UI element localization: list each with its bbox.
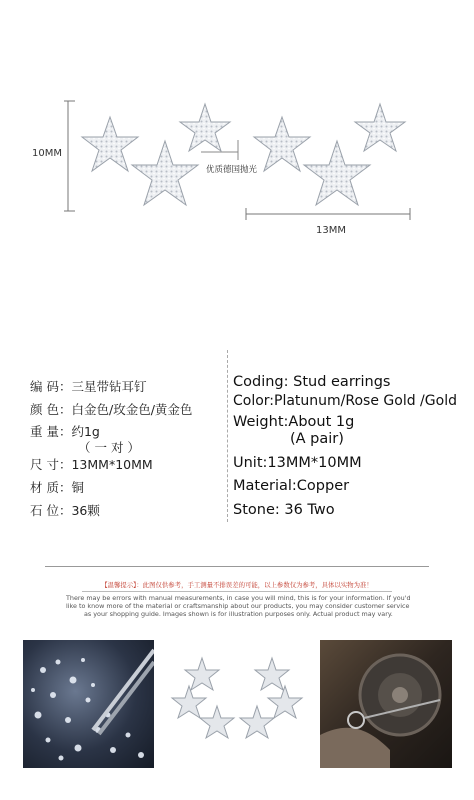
photo-diamonds-tweezers: [23, 640, 154, 768]
spec-row: [78, 438, 140, 456]
polish-label: 优质德国抛光: [206, 165, 258, 175]
disclaimer-en-3: as your shopping guide. Images shown is for illustration purposes only. Actual product may vary.: [84, 610, 393, 618]
photo-earrings: [162, 648, 312, 758]
spec-row: [30, 400, 192, 418]
height-dimension-label: 10MM: [32, 148, 62, 159]
spec-label: 编 码：: [30, 379, 72, 394]
star-shape: [185, 658, 219, 690]
star-shape: [268, 686, 302, 718]
star-shape: [200, 706, 234, 738]
star-shape: [132, 141, 198, 205]
star-shape: [255, 658, 289, 690]
spec-label: 材 质：: [30, 480, 72, 495]
disclaimer-en-2: like to know more of the material or craftsmanship about our products, you may consider customer service: [66, 602, 410, 610]
star-shape: [82, 117, 138, 171]
spec-label: 尺 寸：: [30, 457, 72, 472]
width-dimension-label: 13MM: [316, 225, 346, 236]
spec-value: 13MM*10MM: [71, 457, 153, 472]
spec-row: [30, 478, 84, 496]
star-shape: [304, 141, 370, 205]
earring-dimension-illustration: [0, 0, 474, 260]
spec-en-coding: Coding: Stud earrings: [233, 374, 391, 390]
star-shape: [355, 104, 405, 151]
star-shape: [254, 117, 310, 171]
star-shape: [172, 686, 206, 718]
spec-value: 三星带钻耳钉: [71, 379, 147, 394]
polishing-wheel-illustration: [320, 640, 452, 768]
disclaimer-en-1: There may be errors with manual measurements, in case you will mind, this is for your information. If you'd: [66, 594, 411, 602]
spec-value: 铜: [71, 480, 84, 495]
photo-craftsmanship: [320, 640, 452, 768]
disclaimer-mid-rule: [82, 591, 392, 592]
spec-value: （ 一 对 ）: [78, 440, 140, 455]
spec-value: 白金色/玫金色/黄金色: [71, 402, 193, 417]
spec-en-material: Material:Copper: [233, 478, 350, 494]
spec-row: [30, 377, 147, 395]
spec-value: 36颗: [71, 503, 100, 518]
star-shape: [240, 706, 274, 738]
spec-row: [30, 455, 153, 473]
disclaimer-top-rule: [45, 566, 429, 567]
spec-en-color: Color:Platunum/Rose Gold /Gold: [233, 393, 457, 409]
spec-en-unit: Unit:13MM*10MM: [233, 455, 362, 471]
spec-en-weight: Weight:About 1g: [233, 414, 355, 430]
spec-label: 颜 色：: [30, 402, 72, 417]
spec-label: 重 量：: [30, 424, 72, 439]
spec-label: 石 位：: [30, 503, 72, 518]
diamonds-illustration: [23, 640, 154, 768]
spec-en-stone: Stone: 36 Two: [233, 502, 335, 518]
spec-en-pair: (A pair): [290, 431, 344, 447]
spec-value: 约1g: [71, 424, 100, 439]
specs-divider: [227, 350, 228, 522]
star-shape: [180, 104, 230, 151]
spec-row: [30, 501, 100, 519]
disclaimer-cn: 【温馨提示】：此图仅供参考，手工测量不排误差的可能，以上参数仅为参考，具体以实物为准！: [101, 581, 373, 589]
dimension-diagram: [0, 0, 474, 260]
earrings-illustration: [162, 648, 312, 758]
